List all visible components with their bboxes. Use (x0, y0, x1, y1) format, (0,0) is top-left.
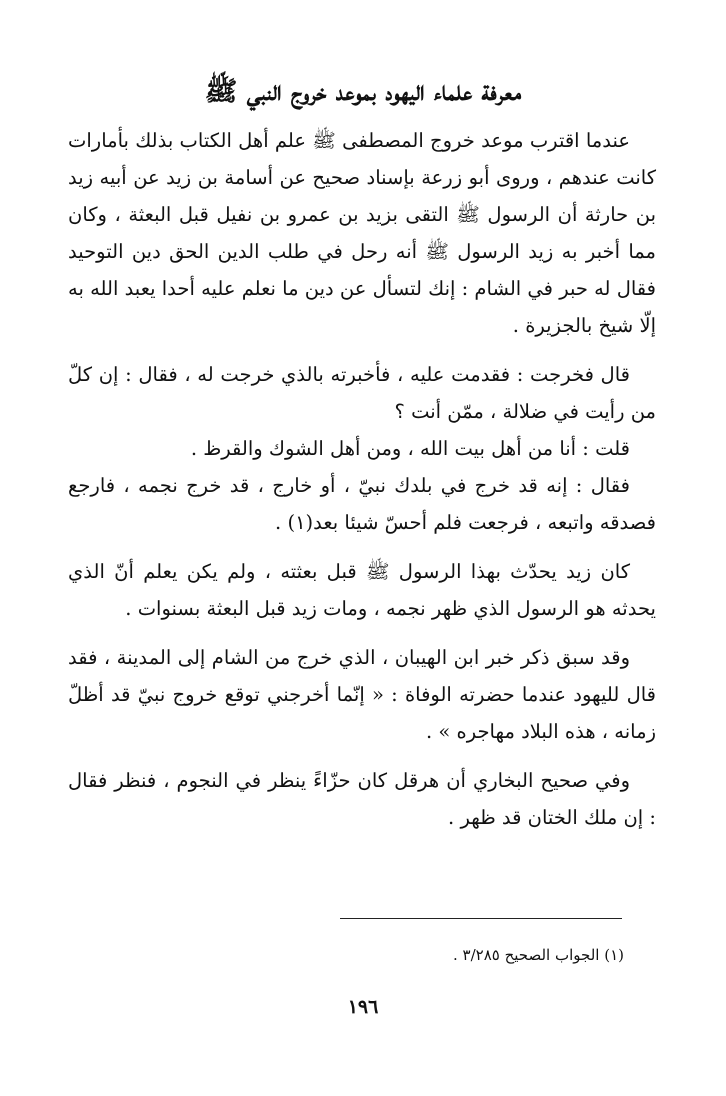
paragraph-6: وقد سبق ذكر خبر ابن الهيبان ، الذي خرج من الشام إلى المدينة ، فقد قال لليهود عندما حضرته الوفاة : « إنّما أخرجني توقع خروج نبيّ قد أظلّ زمانه ، هذه البلاد مهاجره » . (68, 646, 656, 743)
footnote-divider (340, 918, 622, 919)
paragraph-2: قال فخرجت : فقدمت عليه ، فأخبرته بالذي خرجت له ، فقال : إن كلّ من رأيت في ضلالة ، ممّن أنت ؟ (68, 363, 656, 423)
paragraph-5: كان زيد يحدّث بهذا الرسول ﷺ قبل بعثته ، ولم يكن يعلم أنّ الذي يحدثه هو الرسول الذي ظهر نجمه ، ومات زيد قبل البعثة بسنوات . (68, 560, 656, 620)
paragraph-3: قلت : أنا من أهل بيت الله ، ومن أهل الشوك والقرظ . (190, 437, 630, 460)
paragraph-1: عندما اقترب موعد خروج المصطفى ﷺ علم أهل الكتاب بذلك بأمارات كانت عندهم ، وروى أبو زرعة بإسناد صحيح عن أسامة بن زيد عن أبيه زيد بن حارثة أن الرسول ﷺ التقى بزيد بن عمرو بن نفيل قبل البعثة ، وكان مما أخبر به زيد الرسول ﷺ أنه رحل في طلب الدين الحق دين التوحيد فقال له حبر في الشام : إنك لتسأل عن دين ما نعلم عليه أحدا يعبد الله به إلّا شيخ بالجزيرة . (68, 129, 656, 337)
page-title: معرفة علماء اليهود بموعد خروج النبي ﷺ (204, 76, 522, 107)
main-text (68, 122, 656, 836)
paragraph-7: وفي صحيح البخاري أن هرقل كان حزّاءً ينظر في النجوم ، فنظر فقال : إن ملك الختان قد ظهر . (68, 769, 656, 829)
page-number: ١٩٦ (347, 996, 379, 1018)
footnote: (١) الجواب الصحيح ٣/٢٨٥ . (452, 946, 624, 964)
paragraph-4: فقال : إنه قد خرج في بلدك نبيّ ، أو خارج ، قد خرج نجمه ، فارجع فصدقه واتبعه ، فرجعت فلم أحسّ شيئا بعد(١) . (68, 474, 656, 534)
